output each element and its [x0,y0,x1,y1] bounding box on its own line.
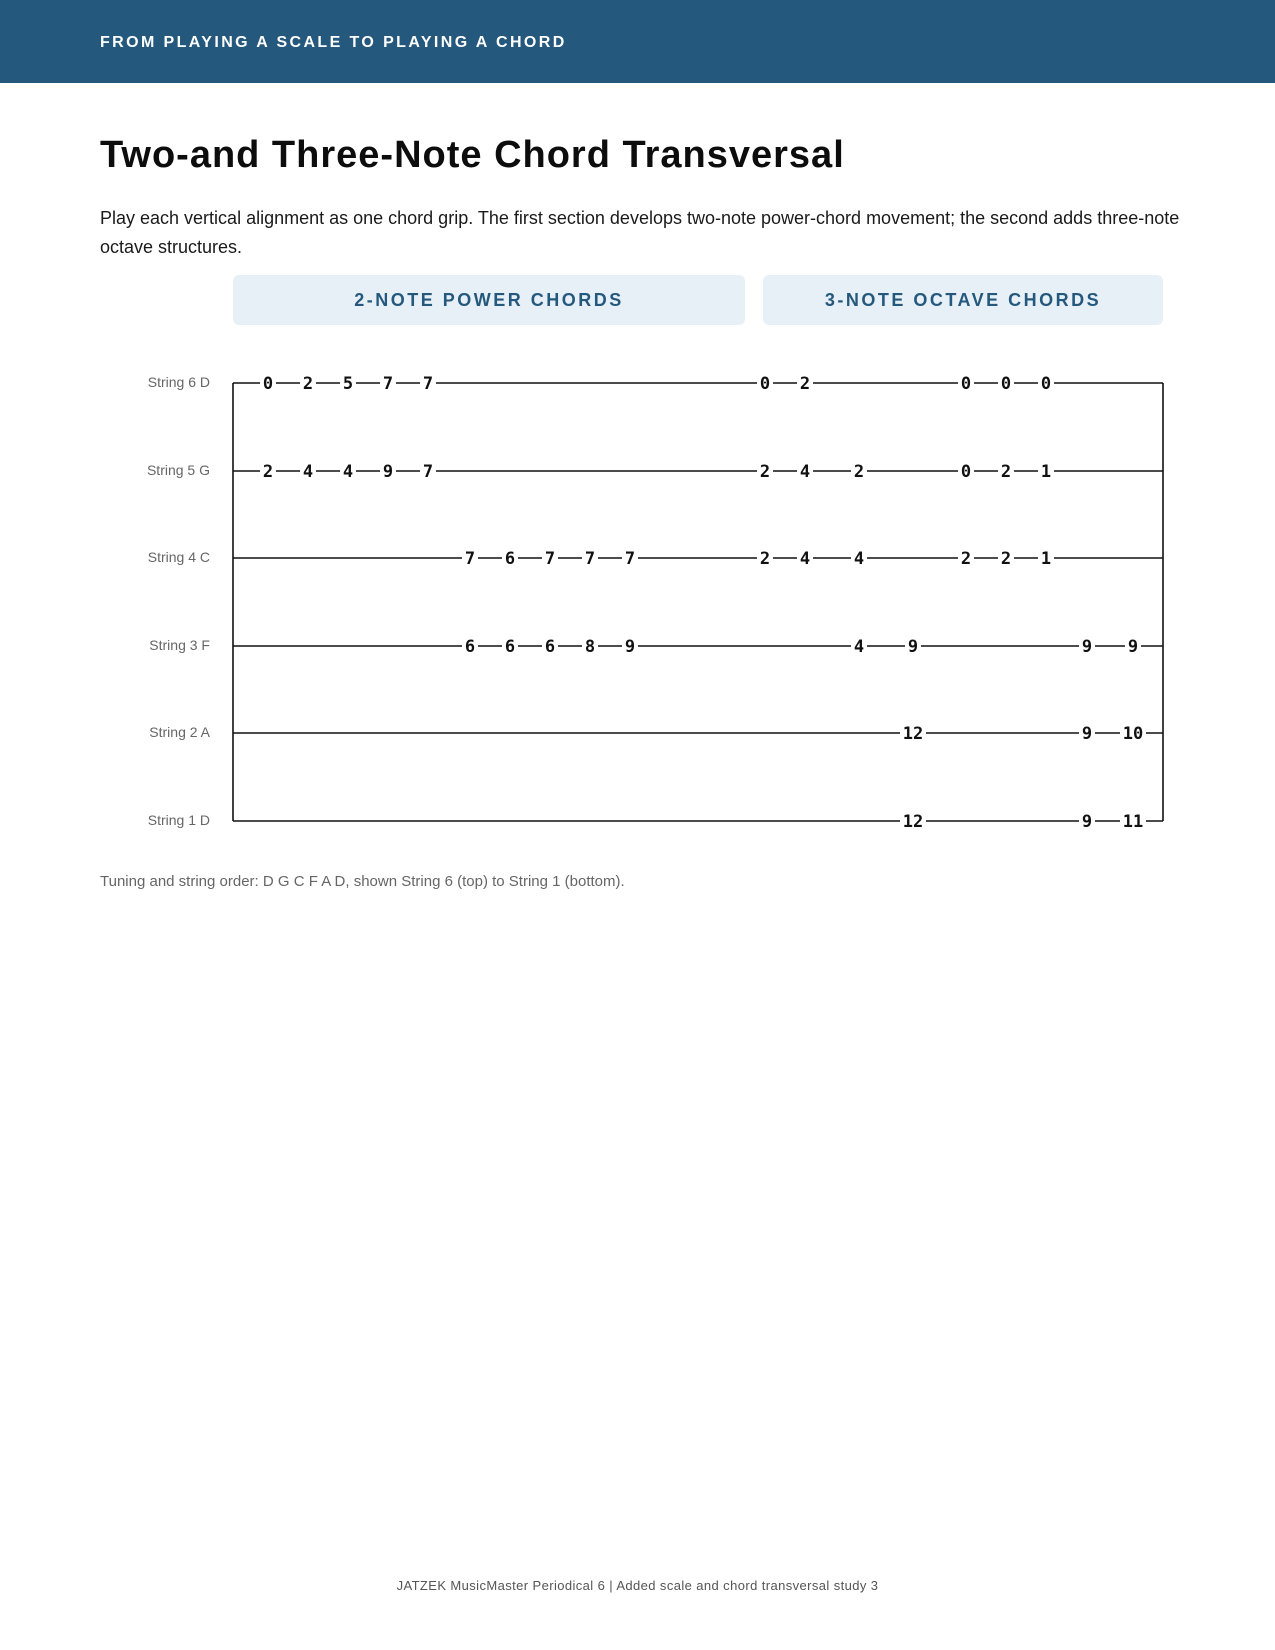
fret-number: 4 [799,549,811,569]
banner-title: FROM PLAYING A SCALE TO PLAYING A CHORD [100,34,567,51]
fret-number: 9 [624,637,636,657]
fret-number: 2 [1000,549,1012,569]
fret-number: 9 [907,637,919,657]
fret-number: 6 [464,637,476,657]
string-label-4: String 4 C [147,549,210,565]
string-label-1: String 1 D [147,812,210,828]
staff-lines [233,383,1163,821]
fret-number: 0 [759,374,771,394]
fret-number: 7 [584,549,596,569]
fret-number: 10 [1122,724,1144,744]
tuning-note: Tuning and string order: D G C F A D, shown String 6 (top) to String 1 (bottom). [100,873,625,890]
intro-paragraph: Play each vertical alignment as one chord grip. The first section develops two-note power-chord movement; the second adds three-note octave structures. [100,208,1180,257]
fret-number: 4 [799,462,811,482]
fret-number: 0 [1040,374,1052,394]
fret-number: 7 [544,549,556,569]
fret-number: 1 [1040,462,1052,482]
fret-number: 9 [1081,812,1093,832]
string-label-2: String 2 A [149,724,210,740]
fret-number: 0 [960,374,972,394]
fret-number: 0 [1000,374,1012,394]
fret-number: 7 [464,549,476,569]
fret-number: 6 [504,549,516,569]
fret-number: 6 [504,637,516,657]
page-title: Two-and Three-Note Chord Transversal [100,134,845,176]
fret-number: 8 [584,637,596,657]
fret-number: 11 [1122,812,1144,832]
fret-number: 9 [382,462,394,482]
fret-number: 2 [302,374,314,394]
fret-number: 7 [382,374,394,394]
fret-number: 1 [1040,549,1052,569]
fret-number: 2 [759,549,771,569]
fret-number: 5 [342,374,354,394]
fret-number: 9 [1127,637,1139,657]
section-header-two-note: 2-NOTE POWER CHORDS [233,275,745,325]
string-label-5: String 5 G [146,462,210,478]
fret-number: 4 [302,462,314,482]
fret-number: 9 [1081,637,1093,657]
fret-number: 7 [624,549,636,569]
fret-number: 12 [902,812,924,832]
fret-number: 4 [342,462,354,482]
fret-number: 2 [799,374,811,394]
fret-numbers [260,373,1146,832]
fret-number: 2 [960,549,972,569]
fret-number: 12 [902,724,924,744]
fret-number: 4 [853,549,865,569]
fret-number: 6 [544,637,556,657]
fret-number: 7 [422,374,434,394]
fret-number: 2 [1000,462,1012,482]
fret-number: 9 [1081,724,1093,744]
fret-number: 2 [262,462,274,482]
fret-number: 2 [853,462,865,482]
page-footer: JATZEK MusicMaster Periodical 6 | Added scale and chord transversal study 3 [396,1578,879,1593]
fret-number: 4 [853,637,865,657]
fret-number: 7 [422,462,434,482]
fret-number: 2 [759,462,771,482]
section-header-three-note: 3-NOTE OCTAVE CHORDS [763,275,1163,325]
fret-number: 0 [960,462,972,482]
string-label-3: String 3 F [149,637,210,653]
string-label-6: String 6 D [147,374,210,390]
fret-number: 0 [262,374,274,394]
